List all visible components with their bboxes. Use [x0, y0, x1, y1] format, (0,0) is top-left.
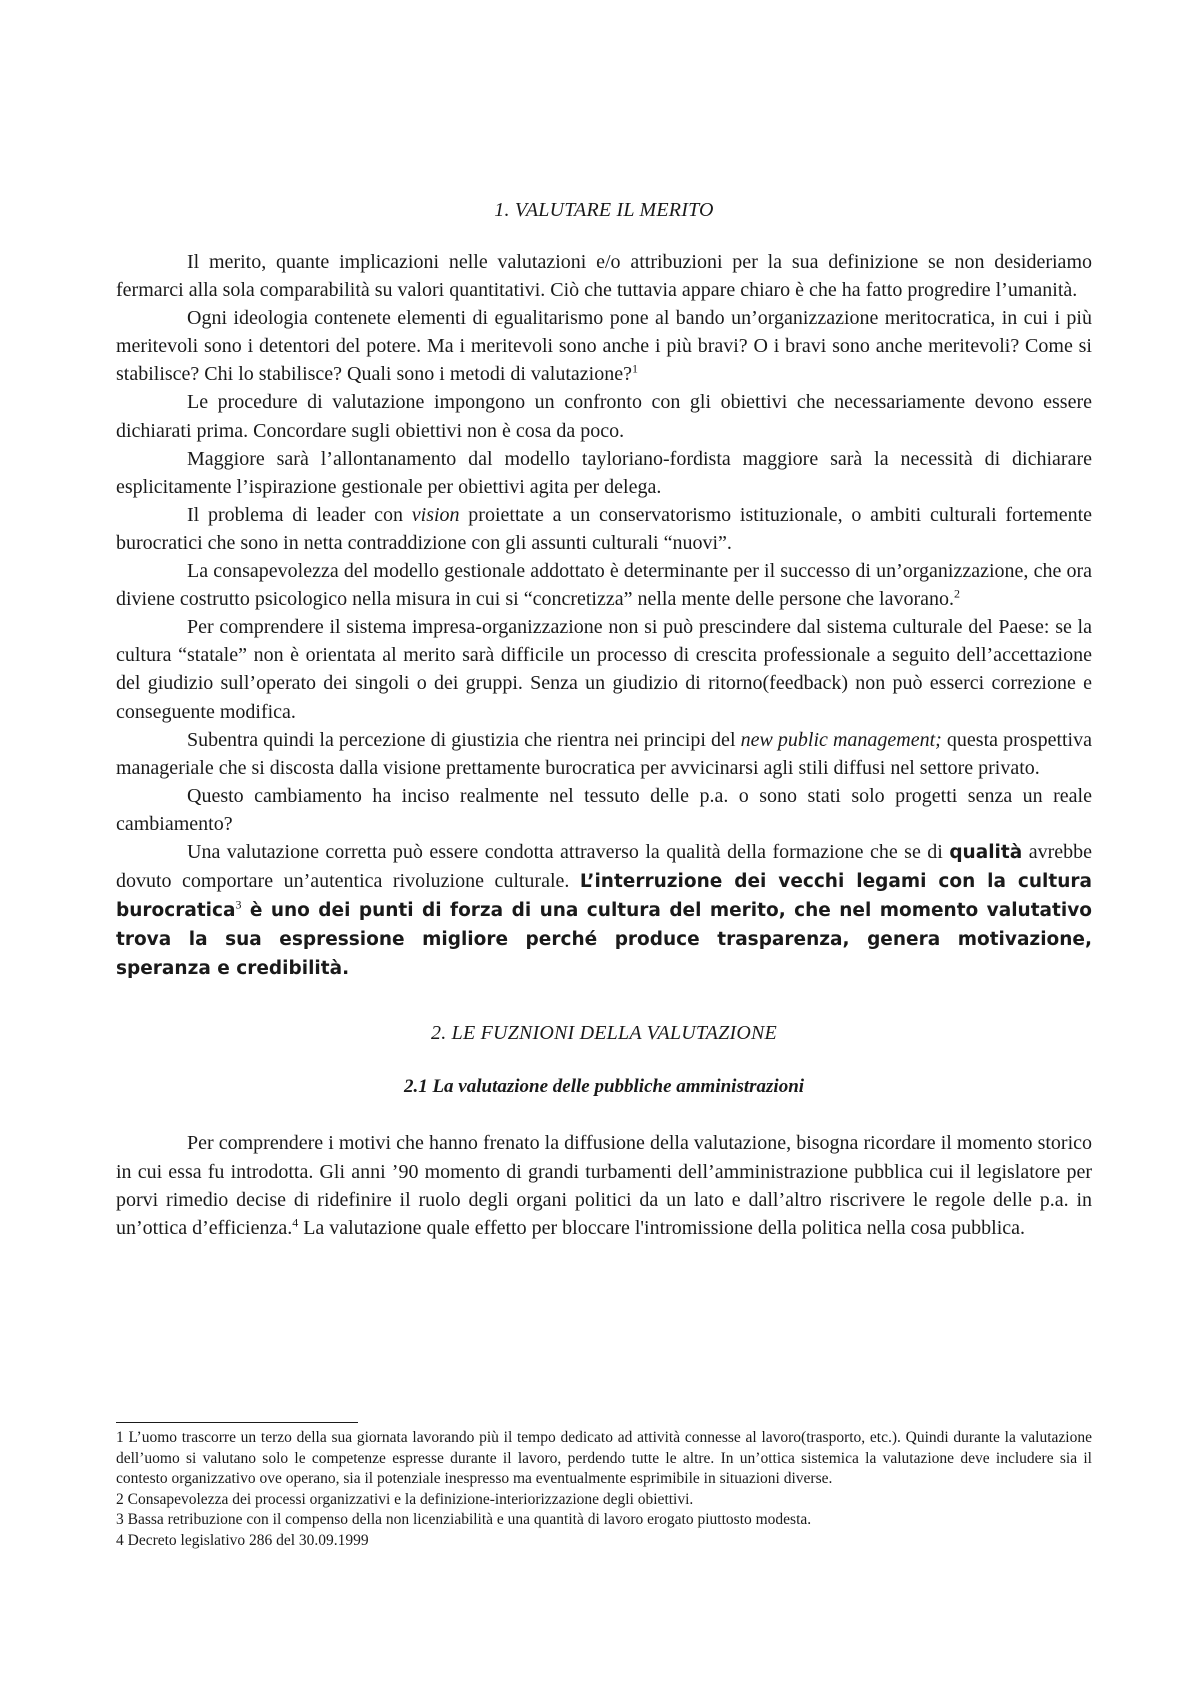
bold-text: qualità: [949, 841, 1023, 863]
paragraph-text: La consapevolezza del modello gestionale addottato è determinante per il successo di un’organizzazione, che ora diviene costrutto psicologico nella misura in cui si “concretizza” nella mente delle persone che lavorano.: [116, 560, 1092, 611]
paragraph: [116, 304, 1092, 388]
italic-term: vision: [411, 503, 460, 526]
subsection-2-1-title: 2.1 La valutazione delle pubbliche amministrazioni: [403, 1076, 805, 1098]
footnote-separator: [116, 1422, 358, 1423]
paragraph-text: questa prospettiva manageriale che si discosta dalla visione prettamente burocratica per avvicinarsi agli stili diffusi nel settore privato.: [116, 728, 1092, 779]
section-1-title: 1. VALUTARE IL MERITO: [494, 199, 714, 221]
paragraph-text: La valutazione quale effetto per bloccare l'intromissione della politica nella cosa pubblica.: [298, 1216, 1026, 1239]
bold-text: è uno dei punti di forza di una cultura del merito, che nel momento valutativo trova la sua espressione migliore perché produce trasparenza, genera motivazione, speranza e credibilità.: [116, 900, 1092, 980]
footnote-ref-3[interactable]: 3: [235, 897, 242, 912]
paragraph-text: Questo cambiamento ha inciso realmente nel tessuto delle p.a. o sono stati solo progetti senza un reale cambiamento?: [116, 784, 1092, 835]
paragraph-text: Il problema di leader con: [187, 503, 412, 526]
footnote-ref-1[interactable]: 1: [632, 361, 638, 376]
paragraph: [116, 613, 1092, 725]
section-2-title: 2. LE FUZNIONI DELLA VALUTAZIONE: [431, 1022, 777, 1045]
footnote-3: 3 Bassa retribuzione con il compenso della non licenziabilità e una quantità di lavoro erogato piuttosto modesta.: [116, 1511, 812, 1529]
paragraph: [116, 838, 1092, 983]
footnote-ref-2[interactable]: 2: [954, 586, 961, 601]
footnote-2: 2 Consapevolezza dei processi organizzativi e la definizione-interiorizzazione degli obiettivi.: [116, 1490, 694, 1508]
paragraph-text: proiettate a un conservatorismo istituzionale, o ambiti culturali fortemente burocratici che sono in netta contraddizione con gli assunti culturali “nuovi”.: [116, 503, 1093, 554]
bold-text: L’interruzione dei vecchi legami con la cultura burocratica: [116, 871, 1092, 922]
main-text: [116, 198, 1092, 1242]
footnote-1: 1 L’uomo trascorre un terzo della sua giornata lavorando più il tempo dedicato ad attività connesse al lavoro(trasporto, etc.). Quindi durante la valutazione dell’uomo si valutano solo le competenze espresse durante il lavoro, perdendo tutte le altre. In un’ottica sistemica la valutazione deve includere sia il contesto organizzativo ove operano, sia il potenziale inespresso ma eventualmente esprimibile in situazioni diverse.: [116, 1429, 1092, 1488]
paragraph: [116, 248, 1092, 304]
paragraph: [116, 445, 1092, 501]
paragraph: [116, 726, 1092, 782]
paragraph: [116, 782, 1092, 838]
paragraph-text: Subentra quindi la percezione di giustizia che rientra nei principi del: [187, 728, 741, 751]
italic-term: new public management;: [740, 728, 942, 751]
paragraph-text: Le procedure di valutazione impongono un confronto con gli obiettivi che necessariamente devono essere dichiarati prima. Concordare sugli obiettivi non è cosa da poco.: [116, 391, 1092, 442]
paragraph-text: Per comprendere il sistema impresa-organizzazione non si può prescindere dal sistema culturale del Paese: se la cultura “statale” non è orientata al merito sarà difficile un processo di crescita professionale a seguito dell’accettazione del giudizio sull’operato dei singoli o dei gruppi. Senza un giudizio di ritorno(feedback) non può esserci correzione e conseguente modifica.: [116, 616, 1092, 723]
footnote-ref-4[interactable]: 4: [292, 1215, 299, 1230]
paragraph-text: avrebbe dovuto comportare un’autentica rivoluzione culturale.: [116, 840, 1092, 893]
paragraph: [116, 501, 1092, 557]
paragraph-text: Per comprendere i motivi che hanno frenato la diffusione della valutazione, bisogna ricordare il momento storico in cui essa fu introdotta. Gli anni ’90 momento di grandi turbamenti dell’amministrazione pubblica cui il legislatore per porvi rimedio decise di ridefinire il ruolo degli organi politici da un lato e dall’altro riscrivere le regole delle p.a. in un’ottica d’efficienza.: [116, 1132, 1092, 1239]
footnotes: [116, 1428, 1092, 1552]
paragraph: [116, 557, 1092, 613]
paragraph: [116, 388, 1092, 444]
paragraph-text: Una valutazione corretta può essere condotta attraverso la qualità della formazione che se di: [187, 840, 950, 863]
footnote-4: 4 Decreto legislativo 286 del 30.09.1999: [116, 1531, 369, 1549]
paragraph-text: Ogni ideologia contenete elementi di egualitarismo pone al bando un’organizzazione meritocratica, in cui i più meritevoli sono i detentori del potere. Ma i meritevoli sono anche i più bravi? O i bravi sono anche meritevoli? Come si stabilisce? Chi lo stabilisce? Quali sono i metodi di valutazione?: [116, 307, 1092, 386]
paragraph-text: Maggiore sarà l’allontanamento dal modello tayloriano-fordista maggiore sarà la necessità di dichiarare esplicitamente l’ispirazione gestionale per obiettivi agita per delega.: [116, 447, 1092, 498]
paragraph-text: Il merito, quante implicazioni nelle valutazioni e/o attribuzioni per la sua definizione se non desideriamo fermarci alla sola comparabilità su valori quantitativi. Ciò che tuttavia appare chiaro è che ha fatto progredire l’umanità.: [116, 251, 1092, 302]
paragraph: [116, 1129, 1092, 1241]
